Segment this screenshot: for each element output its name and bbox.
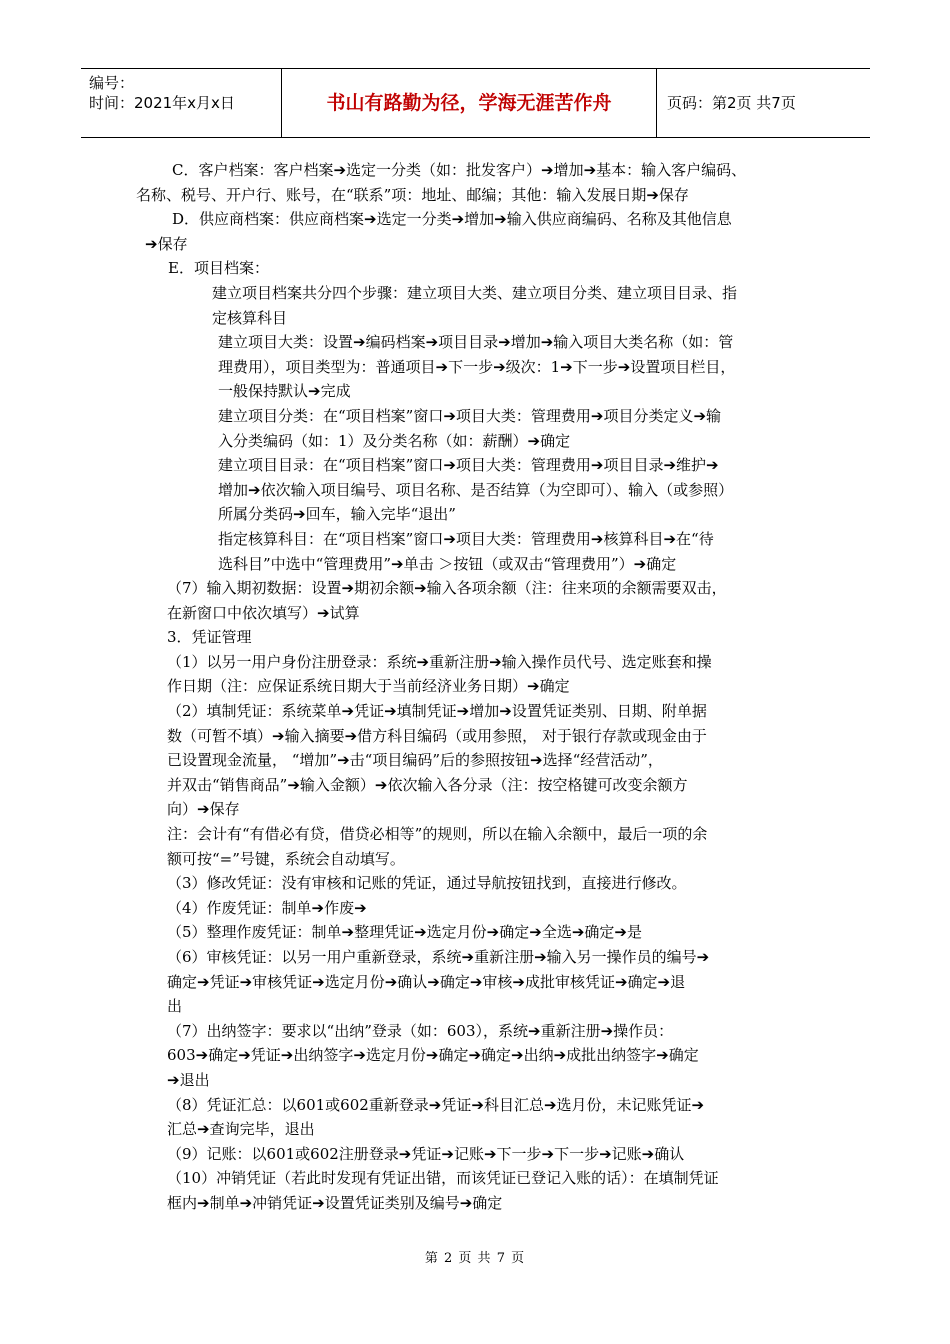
text-line: 入分类编码（如：1）及分类名称（如：薪酬）➔确定 (218, 431, 571, 450)
text-line: 出 (167, 997, 183, 1016)
text-line: 确定➔凭证➔审核凭证➔选定月份➔确认➔确定➔审核➔成批审核凭证➔确定➔退 (167, 972, 686, 991)
text-line: 建立项目档案共分四个步骤：建立项目大类、建立项目分类、建立项目目录、指 (212, 283, 738, 302)
text-line: （1）以另一用户身份注册登录：系统➔重新注册➔输入操作员代号、选定账套和操 (167, 652, 712, 671)
text-line: 603➔确定➔凭证➔出纳签字➔选定月份➔确定➔确定➔出纳➔成批出纳签字➔确定 (167, 1046, 699, 1065)
text-line: ➔保存 (145, 234, 188, 253)
text-line: 汇总➔查询完毕，退出 (167, 1120, 315, 1139)
text-line: （3）修改凭证：没有审核和记账的凭证，通过导航按钮找到，直接进行修改。 (167, 874, 687, 893)
text-line: 增加➔依次输入项目编号、项目名称、是否结算（为空即可）、输入（或参照） (218, 480, 734, 499)
text-line: 建立项目大类：设置➔编码档案➔项目目录➔增加➔输入项目大类名称（如：管 (218, 333, 734, 352)
text-line: 作日期（注：应保证系统日期大于当前经济业务日期）➔确定 (167, 677, 570, 696)
text-line: 一般保持默认➔完成 (218, 382, 351, 401)
text-line: （2）填制凭证：系统菜单➔凭证➔填制凭证➔增加➔设置凭证类别、日期、附单据 (167, 702, 707, 721)
header-page-number: 页码：第2页 共7页 (667, 94, 796, 112)
number-label: 编号： (89, 74, 135, 92)
text-line: 已设置现金流量， “增加”➔击“项目编码”后的参照按钮➔选择“经营活动”， (167, 751, 663, 770)
text-line: D．供应商档案：供应商档案➔选定一分类➔增加➔输入供应商编码、名称及其他信息 (172, 210, 732, 229)
text-line: （9）记账：以601或602注册登录➔凭证➔记账➔下一步➔下一步➔记账➔确认 (167, 1144, 685, 1163)
text-line: （4）作废凭证：制单➔作废➔ (167, 898, 367, 917)
document-body (136, 158, 816, 1216)
text-line: ➔退出 (167, 1070, 210, 1089)
text-line: 建立项目分类：在“项目档案”窗口➔项目大类：管理费用➔项目分类定义➔输 (218, 406, 722, 425)
text-line: 额可按“=”号键，系统会自动填写。 (167, 849, 405, 868)
text-line: 数（可暂不填）➔输入摘要➔借方科目编码（或用参照， 对于银行存款或现金由于 (167, 726, 707, 745)
text-line: 框内➔制单➔冲销凭证➔设置凭证类别及编号➔确定 (167, 1193, 503, 1212)
section-heading: 3．凭证管理 (167, 628, 252, 647)
text-line: （5）整理作废凭证：制单➔整理凭证➔选定月份➔确定➔全选➔确定➔是 (167, 923, 642, 942)
text-line: （6）审核凭证：以另一用户重新登录，系统➔重新注册➔输入另一操作员的编号➔ (167, 948, 710, 966)
text-line: （10）冲销凭证（若此时发现有凭证出错，而该凭证已登记入账的话）：在填制凭证 (167, 1169, 719, 1188)
text-line: （8）凭证汇总：以601或602重新登录➔凭证➔科目汇总➔选月份，未记账凭证➔ (167, 1095, 705, 1114)
text-line: C．客户档案：客户档案➔选定一分类（如：批发客户）➔增加➔基本：输入客户编码、 (172, 161, 747, 179)
page-header (81, 68, 870, 138)
date-label: 时间：2021年x月x日 (89, 94, 235, 112)
text-line: 注：会计有“有借必有贷，借贷必相等”的规则，所以在输入余额中，最后一项的余 (167, 825, 708, 844)
text-line: 名称、税号、开户行、账号，在“联系”项：地址、邮编；其他：输入发展日期➔保存 (136, 185, 689, 204)
text-line: （7）输入期初数据：设置➔期初余额➔输入各项余额（注：往来项的余额需要双击， (167, 579, 727, 598)
text-line: 定核算科目 (212, 308, 288, 327)
text-line: 所属分类码➔回车，输入完毕“退出” (218, 505, 456, 524)
header-motto: 书山有路勤为径，学海无涯苦作舟 (282, 69, 657, 137)
header-meta (81, 69, 282, 137)
text-line: 向）➔保存 (167, 800, 240, 819)
text-line: 建立项目目录：在“项目档案”窗口➔项目大类：管理费用➔项目目录➔维护➔ (218, 456, 719, 475)
text-line: 指定核算科目：在“项目档案”窗口➔项目大类：管理费用➔核算科目➔在“待 (218, 529, 714, 548)
text-line: 并双击“销售商品”➔输入金额）➔依次输入各分录（注：按空格键可改变余额方 (167, 775, 688, 794)
text-line: 在新窗口中依次填写）➔试算 (167, 603, 360, 622)
page-footer: 第 2 页 共 7 页 (424, 1251, 526, 1266)
text-line: 选科目”中选中“管理费用”➔单击 ＞按钮（或双击“管理费用”）➔确定 (218, 554, 677, 573)
text-line: E．项目档案： (168, 259, 269, 278)
text-line: （7）出纳签字：要求以“出纳”登录（如：603），系统➔重新注册➔操作员： (167, 1021, 674, 1040)
text-line: 理费用），项目类型为：普通项目➔下一步➔级次：1➔下一步➔设置项目栏目， (218, 357, 736, 376)
